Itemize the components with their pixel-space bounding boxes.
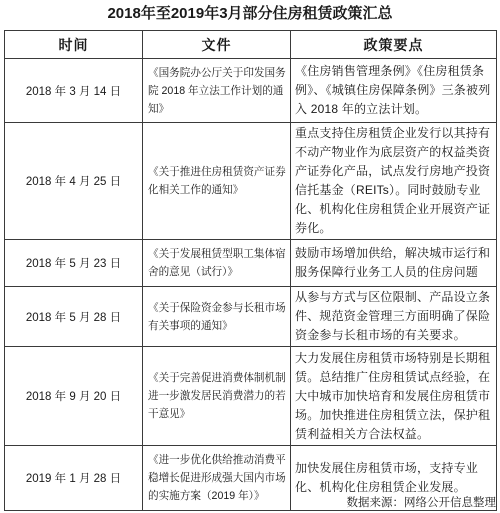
policy-cell: 重点支持住房租赁企业发行以其持有不动产物业作为底层资产的权益类资产证券化产品，试点发行房地产投资信托基金（REITs）。同时鼓励专业化、机构化住房租赁企业开展资产证券化。 — [291, 123, 497, 240]
table-row — [5, 240, 497, 287]
policy-cell: 《住房销售管理条例》《住房租赁条例》、《城镇住房保障条例》三条被列入 2018 年的立法计划。 — [291, 59, 497, 123]
table-row — [5, 123, 497, 240]
policy-cell: 鼓励市场增加供给，解决城市运行和服务保障行业务工人员的住房问题 — [291, 240, 497, 287]
header-date: 时间 — [5, 31, 143, 59]
table-row — [5, 59, 497, 123]
file-cell: 《关于推进住房租赁资产证券化相关工作的通知》 — [143, 123, 291, 240]
date-cell: 2018 年 4 月 25 日 — [5, 123, 143, 240]
data-source-note: 数据来源：网络公开信息整理 — [346, 497, 496, 509]
date-cell: 2018 年 5 月 23 日 — [5, 240, 143, 287]
policy-cell: 加快发展住房租赁市场，支持专业化、机构化住房租赁企业发展。 — [291, 446, 497, 511]
table-row — [5, 287, 497, 347]
page-title: 2018年至2019年3月部分住房租赁政策汇总 — [107, 5, 393, 22]
date-cell: 2018 年 3 月 14 日 — [5, 59, 143, 123]
table-row — [5, 347, 497, 446]
file-cell: 《进一步优化供给推动消费平稳增长促进形成强大国内市场的实施方案（2019 年）》 — [143, 446, 291, 511]
file-cell: 《国务院办公厅关于印发国务院 2018 年立法工作计划的通知》 — [143, 59, 291, 123]
date-cell: 2018 年 5 月 28 日 — [5, 287, 143, 347]
date-cell: 2018 年 9 月 20 日 — [5, 347, 143, 446]
header-file: 文件 — [143, 31, 291, 59]
policy-cell: 从参与方式与区位限制、产品设立条件、规范资金管理三方面明确了保险资金参与长租市场的有关要求。 — [291, 287, 497, 347]
header-policy: 政策要点 — [291, 31, 497, 59]
table-header-row — [5, 31, 497, 59]
date-cell: 2019 年 1 月 28 日 — [5, 446, 143, 511]
policy-table — [4, 30, 497, 511]
file-cell: 《关于发展租赁型职工集体宿舍的意见（试行）》 — [143, 240, 291, 287]
policy-cell: 大力发展住房租赁市场特别是长期租赁。总结推广住房租赁试点经验，在大中城市加快培育和发展住房租赁市场。加快推进住房租赁立法，保护租赁利益相关方合法权益。 — [291, 347, 497, 446]
file-cell: 《关于完善促进消费体制机制 进一步激发居民消费潜力的若干意见》 — [143, 347, 291, 446]
file-cell: 《关于保险资金参与长租市场有关事项的通知》 — [143, 287, 291, 347]
